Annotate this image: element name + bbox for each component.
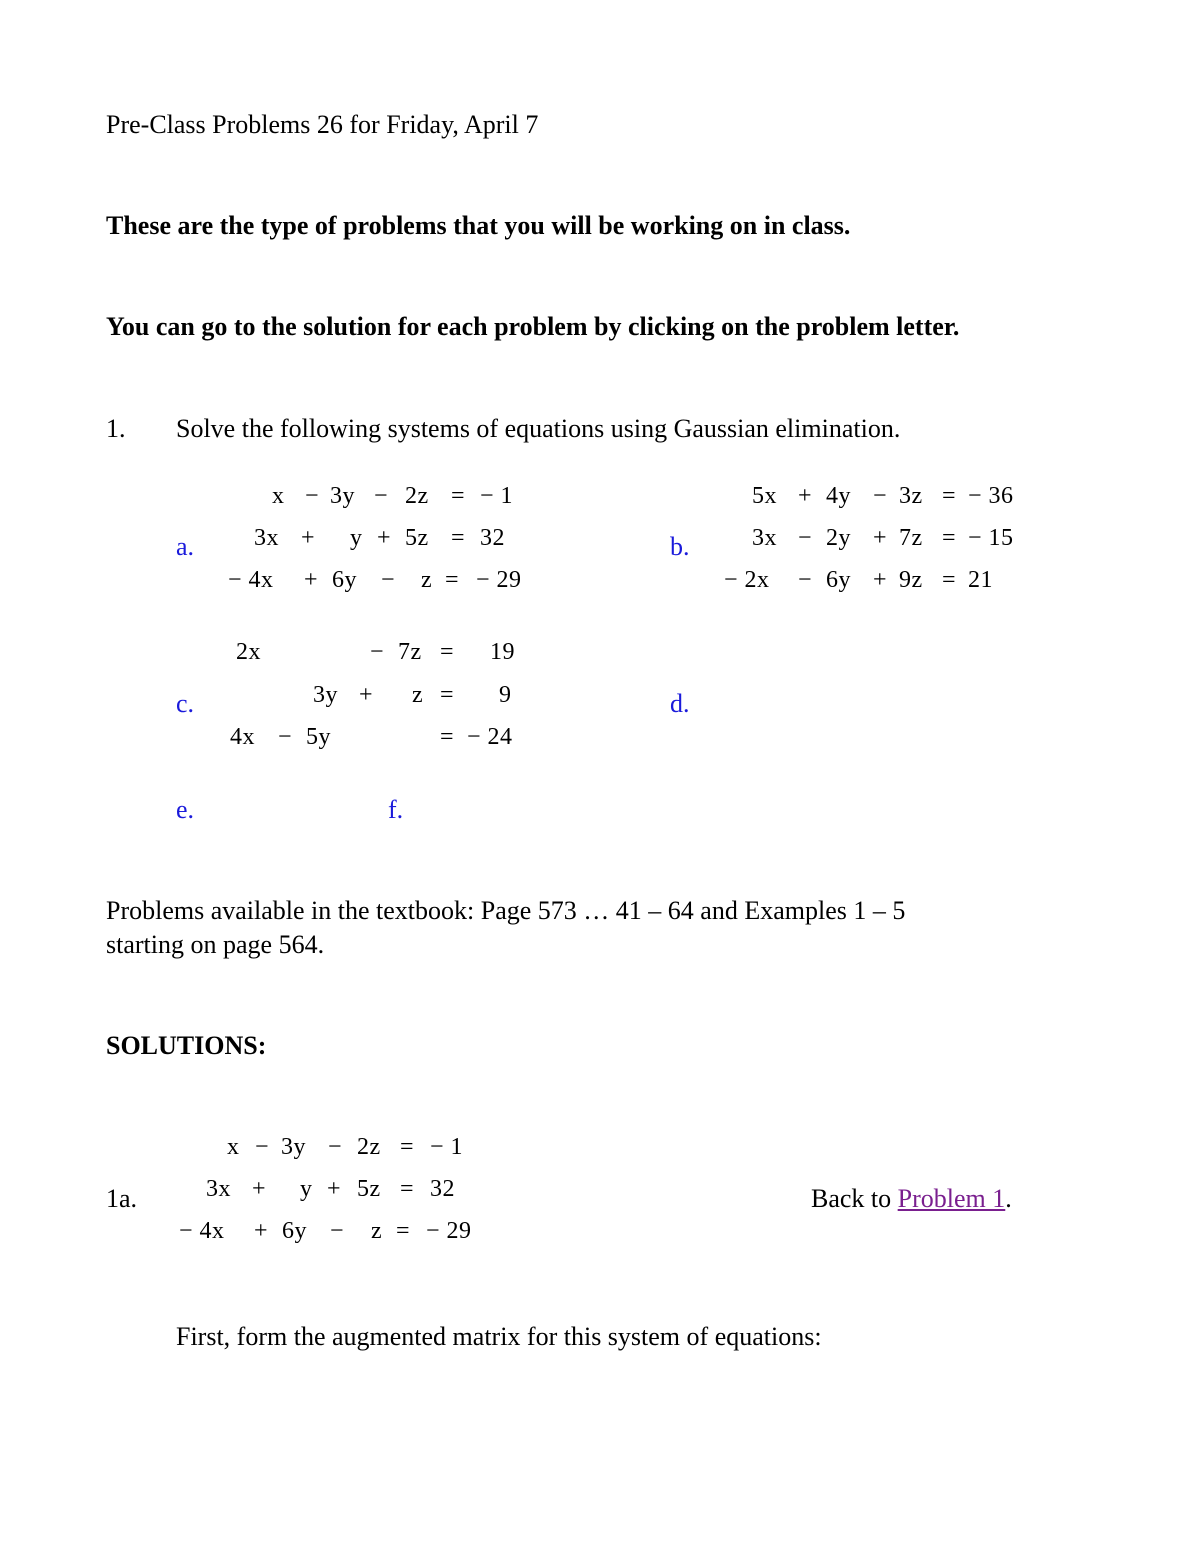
term: 5z bbox=[405, 525, 429, 551]
rhs: − 1 bbox=[480, 483, 514, 509]
rhs: − 29 bbox=[476, 567, 522, 593]
problem-link-f[interactable]: f. bbox=[388, 795, 404, 824]
equals: = bbox=[400, 1134, 415, 1160]
rhs: − 36 bbox=[968, 483, 1014, 509]
term: 5y bbox=[306, 724, 331, 750]
equals: = bbox=[942, 483, 957, 509]
term: 2y bbox=[826, 525, 851, 551]
term: 2z bbox=[357, 1134, 381, 1160]
term: 3y bbox=[330, 483, 355, 509]
back-to-problem-1-link[interactable]: Problem 1 bbox=[897, 1184, 1006, 1213]
operator: + bbox=[254, 1218, 269, 1244]
navigation-note: You can go to the solution for each problem by clicking on the problem letter. bbox=[106, 312, 960, 341]
operator: + bbox=[252, 1176, 267, 1202]
term: 4y bbox=[826, 483, 851, 509]
term: 2z bbox=[405, 483, 429, 509]
equals: = bbox=[445, 567, 460, 593]
equals: = bbox=[440, 639, 455, 665]
term: 3x bbox=[752, 525, 777, 551]
problem-link-e[interactable]: e. bbox=[176, 795, 195, 824]
term: x bbox=[227, 1134, 240, 1160]
operator: − bbox=[305, 483, 320, 509]
back-prefix: Back to bbox=[811, 1184, 898, 1213]
term: y bbox=[300, 1176, 313, 1202]
term: 6y bbox=[282, 1218, 307, 1244]
term: z bbox=[412, 682, 424, 708]
problem-number: 1. bbox=[106, 414, 126, 443]
operator: − bbox=[798, 567, 813, 593]
equals: = bbox=[451, 525, 466, 551]
back-to-problem bbox=[811, 1184, 1012, 1214]
operator: − bbox=[798, 525, 813, 551]
page-title: Pre-Class Problems 26 for Friday, April 7 bbox=[106, 110, 539, 139]
term: z bbox=[371, 1218, 383, 1244]
term: 4x bbox=[230, 724, 255, 750]
rhs: 9 bbox=[499, 682, 512, 708]
equals: = bbox=[451, 483, 466, 509]
equals: = bbox=[396, 1218, 411, 1244]
term: 3z bbox=[899, 483, 923, 509]
equals: = bbox=[400, 1176, 415, 1202]
operator: − bbox=[330, 1218, 345, 1244]
textbook-reference: Problems available in the textbook: Page 573 … 41 – 64 and Examples 1 – 5 bbox=[106, 896, 906, 925]
operator: + bbox=[327, 1176, 342, 1202]
operator: + bbox=[377, 525, 392, 551]
operator: + bbox=[304, 567, 319, 593]
term: 3y bbox=[313, 682, 338, 708]
rhs: 32 bbox=[480, 525, 505, 551]
problem-link-b[interactable]: b. bbox=[670, 532, 690, 561]
term: x bbox=[272, 483, 285, 509]
term: − 4x bbox=[228, 567, 274, 593]
textbook-reference-cont: starting on page 564. bbox=[106, 930, 325, 959]
problem-link-d[interactable]: d. bbox=[670, 689, 690, 718]
term: − 4x bbox=[179, 1218, 225, 1244]
term: 7z bbox=[398, 639, 422, 665]
operator: − bbox=[374, 483, 389, 509]
equals: = bbox=[440, 724, 455, 750]
term: 9z bbox=[899, 567, 923, 593]
operator: − bbox=[278, 724, 293, 750]
problem-instruction: Solve the following systems of equations using Gaussian elimination. bbox=[176, 414, 901, 443]
operator: + bbox=[873, 525, 888, 551]
rhs: − 15 bbox=[968, 525, 1014, 551]
term: − 2x bbox=[724, 567, 770, 593]
term: 3x bbox=[206, 1176, 231, 1202]
first-step-text: First, form the augmented matrix for this system of equations: bbox=[176, 1322, 822, 1351]
solutions-heading: SOLUTIONS: bbox=[106, 1031, 267, 1060]
equals: = bbox=[440, 682, 455, 708]
rhs: − 29 bbox=[426, 1218, 472, 1244]
term: 3y bbox=[281, 1134, 306, 1160]
rhs: 19 bbox=[490, 639, 515, 665]
rhs: − 24 bbox=[467, 724, 513, 750]
rhs: 32 bbox=[430, 1176, 455, 1202]
term: 2x bbox=[236, 639, 261, 665]
instruction-note: These are the type of problems that you will be working on in class. bbox=[106, 211, 851, 240]
operator: − bbox=[370, 639, 385, 665]
rhs: 21 bbox=[968, 567, 993, 593]
term: 3x bbox=[254, 525, 279, 551]
term: 5x bbox=[752, 483, 777, 509]
rhs: − 1 bbox=[430, 1134, 464, 1160]
equals: = bbox=[942, 525, 957, 551]
problem-link-c[interactable]: c. bbox=[176, 689, 195, 718]
term: z bbox=[421, 567, 433, 593]
equals: = bbox=[942, 567, 957, 593]
term: 5z bbox=[357, 1176, 381, 1202]
operator: − bbox=[873, 483, 888, 509]
operator: + bbox=[798, 483, 813, 509]
term: 6y bbox=[332, 567, 357, 593]
operator: + bbox=[359, 682, 374, 708]
term: 7z bbox=[899, 525, 923, 551]
operator: − bbox=[255, 1134, 270, 1160]
term: y bbox=[350, 525, 363, 551]
problem-link-a[interactable]: a. bbox=[176, 532, 195, 561]
operator: + bbox=[873, 567, 888, 593]
operator: − bbox=[328, 1134, 343, 1160]
solution-label-1a: 1a. bbox=[106, 1184, 138, 1213]
operator: − bbox=[381, 567, 396, 593]
term: 6y bbox=[826, 567, 851, 593]
back-suffix: . bbox=[1005, 1184, 1012, 1213]
operator: + bbox=[301, 525, 316, 551]
